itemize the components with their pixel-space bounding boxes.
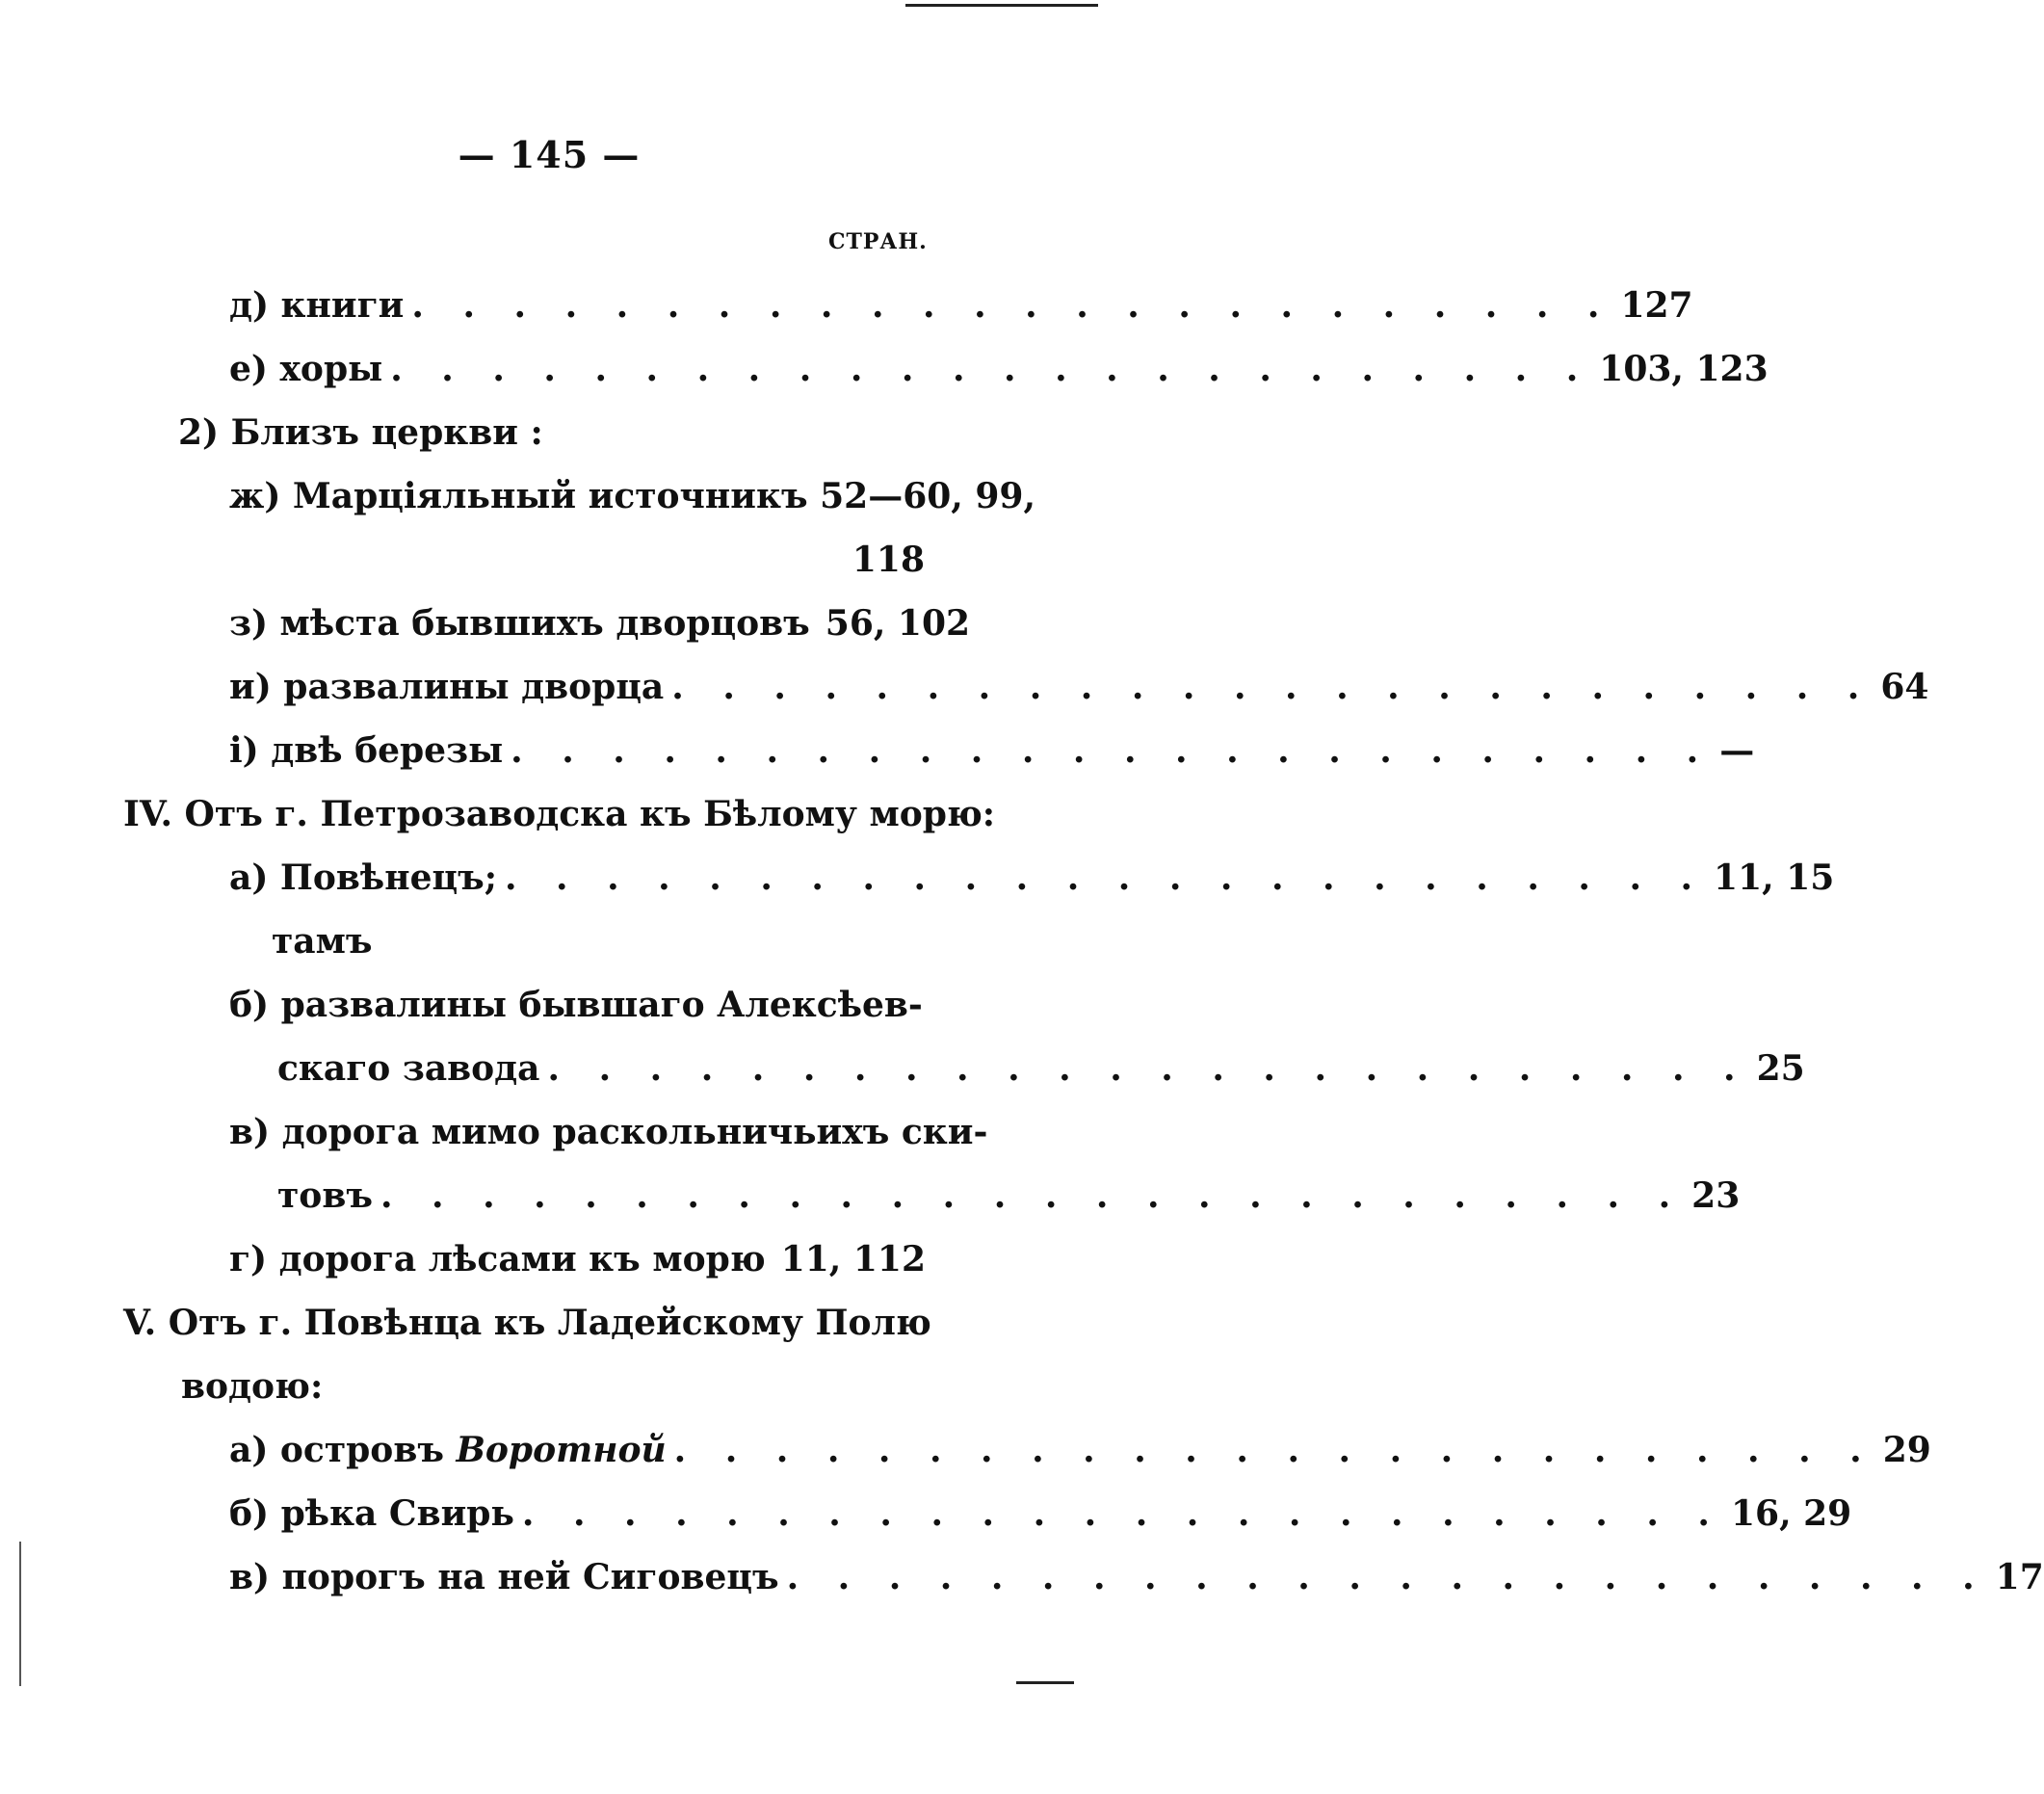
toc-entry [229, 1108, 988, 1156]
page-column-heading: СТРАН. [828, 229, 928, 254]
toc-entry [229, 1490, 1852, 1538]
entry-page: 11, 15 [1714, 857, 1835, 898]
leader-dots: . . . . . . . . . . . . . . . . . . . . . . . . [521, 1493, 1723, 1534]
entry-page: 103, 123 [1599, 349, 1769, 389]
entry-label-italic: Воротной [456, 1430, 667, 1470]
entry-label: б) рѣка Свирь [229, 1493, 514, 1534]
leader-dots: . . . . . . . . . . . . . . . . . . . . . . . . [671, 667, 1874, 707]
entry-label: товъ [277, 1175, 373, 1216]
toc-section-heading-continuation [181, 1362, 925, 1411]
leader-dots: . . . . . . . . . . . . . . . . . . . . . . . . [511, 730, 1713, 771]
leader-dots: . . . . . . . . . . . . . . . . . . . . . . . . [390, 349, 1592, 389]
scan-edge-mark [1016, 1681, 1074, 1684]
toc-section-heading [123, 1299, 931, 1347]
entry-page: 118 [852, 540, 925, 580]
entry-page: 127 [1620, 285, 1693, 326]
toc-entry [229, 663, 1929, 711]
entry-label [229, 1426, 667, 1474]
entry-label: IV. Отъ г. Петрозаводска къ Бѣлому морю: [123, 794, 996, 834]
leader-dots: . . . . . . . . . . . . . . . . . . . . . . . . [786, 1557, 1988, 1597]
toc-entry-continuation [277, 1044, 1805, 1093]
page-number: — 145 — [458, 133, 641, 176]
entry-page: — [1719, 730, 1755, 771]
entry-label: е) хоры [229, 349, 383, 389]
entry-label: з) мѣста бывшихъ дворцовъ [229, 603, 810, 644]
entry-label: водою: [181, 1366, 324, 1407]
entry-label: скаго завода [277, 1048, 540, 1089]
entry-label-prefix: а) островъ [229, 1430, 457, 1470]
entry-page: 17 [1995, 1557, 2044, 1597]
leader-dots: . . . . . . . . . . . . . . . . . . . . . . . . [673, 1430, 1875, 1470]
entry-label: ж) Марціяльный источникъ 52—60, 99, [229, 476, 1035, 516]
toc-entry [229, 345, 1769, 393]
entry-label: б) развалины бывшаго Алексѣев- [229, 985, 923, 1025]
entry-page: 64 [1880, 667, 1929, 707]
entry-label: 2) Близъ церкви : [178, 412, 543, 453]
toc-entry [229, 1235, 925, 1283]
scan-edge-mark [905, 4, 1098, 7]
toc-entry-continuation [272, 917, 925, 965]
toc-entry [229, 281, 1693, 330]
toc-entry [229, 854, 1835, 902]
toc-entry [229, 472, 1035, 520]
entry-label: и) развалины дворца [229, 667, 665, 707]
leader-dots: . . . . . . . . . . . . . . . . . . . . . . . . . . [380, 1175, 1685, 1216]
entry-label: і) двѣ березы [229, 730, 504, 771]
entry-page: 11, 112 [780, 1239, 927, 1280]
toc-section [178, 409, 925, 457]
toc-entry [229, 1426, 1931, 1474]
toc-entry [229, 1553, 2044, 1601]
scan-edge-mark [19, 1542, 21, 1686]
toc-entry [229, 599, 971, 647]
entry-label: в) порогъ на ней Сиговецъ [229, 1557, 779, 1597]
entry-page: 56, 102 [825, 603, 971, 644]
entry-label: V. Отъ г. Повѣнца къ Ладейскому Полю [123, 1303, 931, 1343]
leader-dots: . . . . . . . . . . . . . . . . . . . . . . . . [411, 285, 1613, 326]
entry-page: 25 [1756, 1048, 1805, 1089]
toc-section-heading [123, 790, 996, 838]
entry-label: а) Повѣнецъ; [229, 857, 497, 898]
toc-entry [229, 726, 1755, 775]
entry-label: тамъ [272, 921, 373, 962]
entry-label: г) дорога лѣсами къ морю [229, 1239, 766, 1280]
entry-label: в) дорога мимо раскольничьихъ ски- [229, 1112, 988, 1152]
entry-label: д) книги [229, 285, 405, 326]
leader-dots: . . . . . . . . . . . . . . . . . . . . . . . . [504, 857, 1707, 898]
toc-entry-continuation [229, 536, 925, 584]
entry-page: 29 [1882, 1430, 1931, 1470]
toc-entry [229, 981, 925, 1029]
toc-entry-continuation [277, 1172, 1741, 1220]
entry-page: 23 [1691, 1175, 1741, 1216]
entry-page: 16, 29 [1730, 1493, 1852, 1534]
leader-dots: . . . . . . . . . . . . . . . . . . . . . . . . [547, 1048, 1749, 1089]
